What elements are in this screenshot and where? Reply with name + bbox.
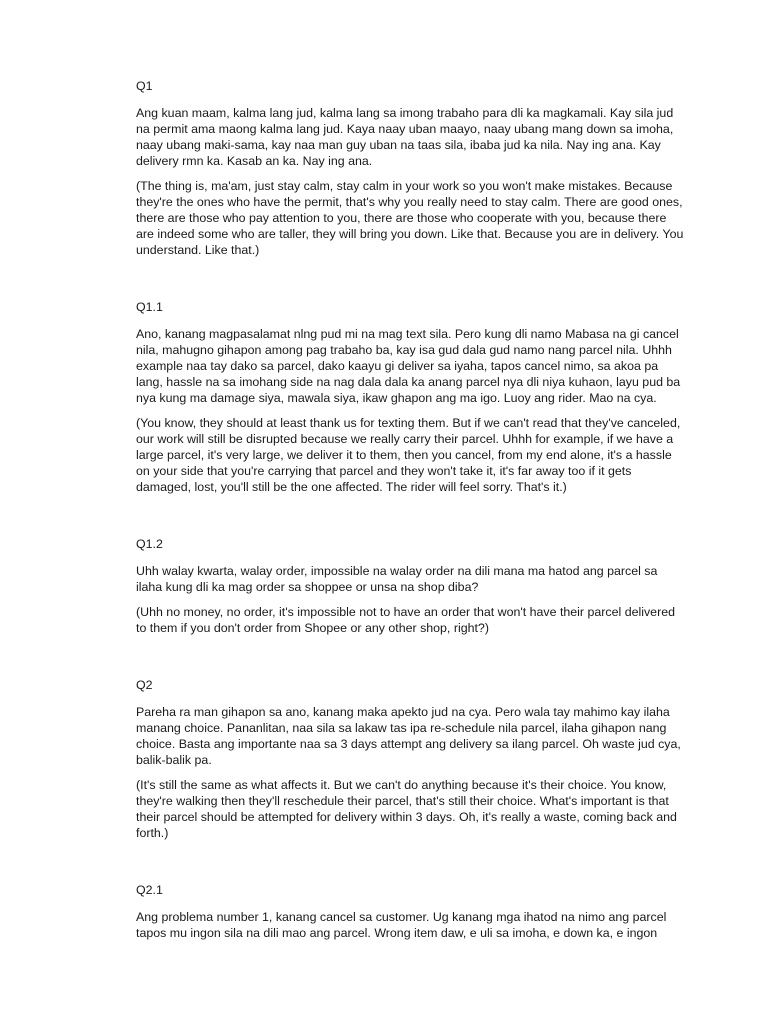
section-q1-1: [136, 299, 684, 495]
original-response: Uhh walay kwarta, walay order, impossible na walay order na dili mana ma hatod ang parcel sa ilaha kung dli ka mag order sa shoppee or unsa na shop diba?: [136, 564, 658, 594]
section-q2-1: [136, 882, 684, 941]
document-body: [136, 78, 684, 950]
section-q1-2: [136, 536, 684, 636]
question-label: Q2: [136, 678, 153, 692]
translated-response: (You know, they should at least thank us for texting them. But if we can't read that they've canceled, our work will still be disrupted because we really carry their parcel. Uhhh for example, if we have a large parcel, it's very large, we deliver it to them, then you cancel, from my end alone, it's a hassle on your side that you're carrying that parcel and they won't take it, it's far away too if it gets damaged, lost, you'll still be the one affected. The rider will feel sorry. That's it.): [136, 416, 681, 494]
translated-response: (Uhh no money, no order, it's impossible not to have an order that won't have their parcel delivered to them if you don't order from Shopee or any other shop, right?): [136, 605, 675, 635]
original-response: Ang kuan maam, kalma lang jud, kalma lang sa imong trabaho para dli ka magkamali. Kay sila jud na permit ama maong kalma lang jud. Kaya naay uban maayo, naay ubang mang down sa imoha, naay ubang maki-sama, kay naa man guy uban na taas sila, ibaba jud ka nila. Nay ing ana. Kay delivery rmn ka. Kasab an ka. Nay ing ana.: [136, 106, 674, 168]
question-label: Q1: [136, 79, 153, 93]
question-label: Q2.1: [136, 883, 163, 897]
translated-response: (It's still the same as what affects it. But we can't do anything because it's their choice. You know, they're walking then they'll reschedule their parcel, that's still their choice. What's important is that their parcel should be attempted for delivery within 3 days. Oh, it's really a waste, coming back and forth.): [136, 778, 677, 840]
section-q1: [136, 78, 684, 258]
section-spacer: [136, 267, 684, 299]
section-q2: [136, 677, 684, 841]
translated-response: (The thing is, ma'am, just stay calm, stay calm in your work so you won't make mistakes. Because they're the ones who have the permit, that's why you really need to stay calm. There are good ones, there are those who pay attention to you, there are those who cooperate with you, because there are indeed some who are taller, they will bring you down. Like that. Because you are in delivery. You understand. Like that.): [136, 179, 684, 257]
question-label: Q1.1: [136, 300, 163, 314]
question-label: Q1.2: [136, 537, 163, 551]
section-spacer: [136, 645, 684, 677]
original-response: Pareha ra man gihapon sa ano, kanang maka apekto jud na cya. Pero wala tay mahimo kay ilaha manang choice. Pananlitan, naa sila sa lakaw tas ipa re-schedule nila parcel, ilaha gihapon nang choice. Basta ang importante naa sa 3 days attempt ang delivery sa ilang parcel. Oh waste jud cya, balik-balik pa.: [136, 705, 681, 767]
section-spacer: [136, 850, 684, 882]
original-response: Ano, kanang magpasalamat nlng pud mi na mag text sila. Pero kung dli namo Mabasa na gi cancel nila, mahugno gihapon among pag trabaho ba, kay isa gud dala gud namo nang parcel nila. Uhhh example naa tay dako sa parcel, dako kaayu gi deliver sa iyaha, tapos cancel nimo, sa akoa pa lang, hassle na sa imohang side na nag dala dala ka anang parcel nya dli niya kuhaon, layu pud ba nya kung ma damage siya, mawala siya, ikaw ghapon ang ma igo. Luoy ang rider. Mao na cya.: [136, 327, 681, 405]
original-response: Ang problema number 1, kanang cancel sa customer. Ug kanang mga ihatod na nimo ang parcel tapos mu ingon sila na dili mao ang parcel. Wrong item daw, e uli sa imoha, e down ka, e ingon: [136, 910, 667, 940]
section-spacer: [136, 504, 684, 536]
